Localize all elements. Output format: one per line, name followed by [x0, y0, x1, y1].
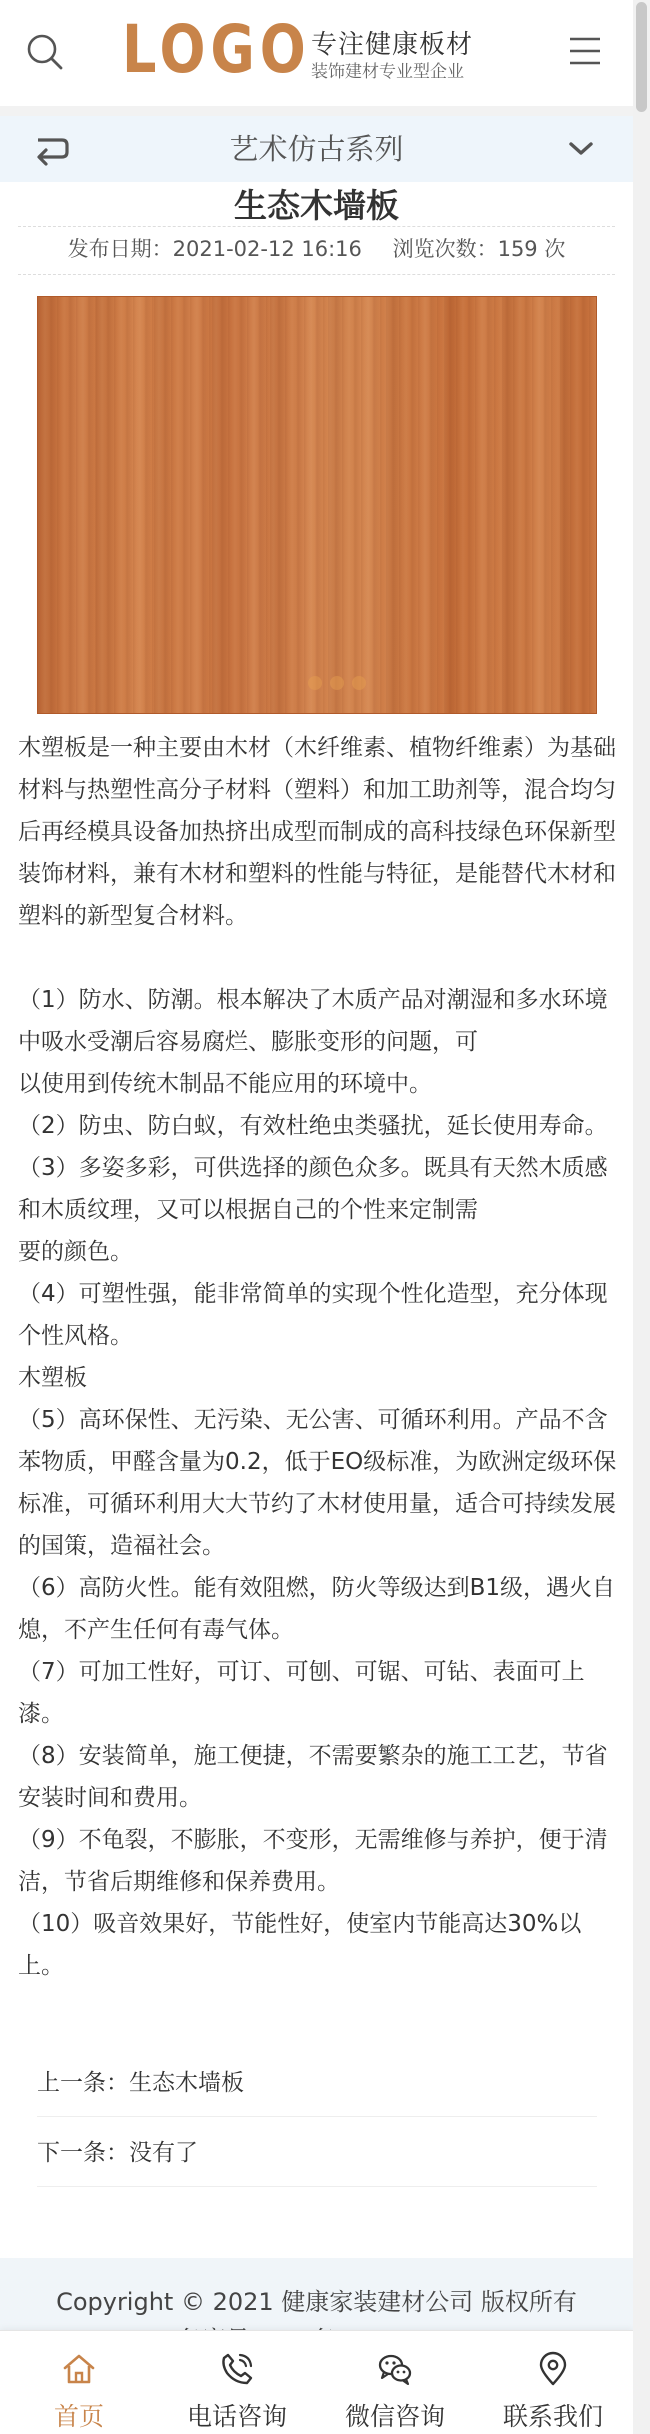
article-paragraph: 要的颜色。: [18, 1239, 133, 1265]
next-article-link[interactable]: 下一条：没有了: [37, 2119, 597, 2187]
site-logo[interactable]: [122, 11, 311, 88]
back-arrow-icon[interactable]: [34, 132, 70, 166]
watermark: [308, 675, 398, 695]
scrollbar-thumb[interactable]: [636, 2, 647, 112]
tab-label: 电话咨询: [186, 2402, 287, 2431]
slogan-main: 专注健康板材: [311, 30, 474, 60]
article-paragraph: （3）多姿多彩，可供选择的颜色众多。既具有天然木质感和木质纹理，又可以根据自己的个性来定制需: [18, 1155, 608, 1223]
article-paragraph: （4）可塑性强，能非常简单的实现个性化造型，充分体现个性风格。: [18, 1281, 608, 1349]
tab-label: 微信咨询: [344, 2402, 445, 2431]
article-paragraph: 木塑板是一种主要由木材（木纤维素、植物纤维素）为基础材料与热塑性高分子材料（塑料）和加工助剂等，混合均匀后再经模具设备加热挤出成型而制成的高科技绿色环保新型装饰材料，兼有木材和塑料的性能与特征，是能替代木材和塑料的新型复合材料。: [18, 735, 616, 929]
chevron-down-icon[interactable]: [568, 138, 594, 160]
scrollbar[interactable]: [633, 0, 650, 2434]
article-content: [18, 727, 618, 1987]
view-count: 浏览次数：159 次: [392, 237, 566, 261]
article-paragraph: 以使用到传统木制品不能应用的环境中。: [18, 1071, 432, 1097]
category-bar: [0, 116, 633, 182]
article-paragraph: （6）高防火性。能有效阻燃，防火等级达到B1级，遇火自熄，不产生任何有毒气体。: [18, 1575, 616, 1643]
tab-wechat[interactable]: [316, 2331, 474, 2434]
copyright-text: Copyright © 2021 健康家装建材公司 版权所有: [56, 2288, 577, 2316]
category-title[interactable]: 艺术仿古系列: [229, 132, 404, 166]
tab-contact[interactable]: [474, 2331, 632, 2434]
wechat-icon: [377, 2351, 413, 2387]
prev-article-link[interactable]: 上一条：生态木墙板: [37, 2049, 597, 2117]
logo-text: LOGO: [122, 11, 311, 88]
article-paragraph: （10）吸音效果好，节能性好，使室内节能高达30%以上。: [18, 1911, 582, 1979]
location-icon: [535, 2351, 571, 2387]
product-image: [37, 296, 597, 714]
site-footer: [0, 2258, 633, 2340]
search-icon[interactable]: [25, 32, 65, 72]
divider: [18, 226, 615, 227]
header-divider: [0, 106, 633, 116]
article-paragraph: （5）高环保性、无污染、无公害、可循环利用。产品不含苯物质，甲醛含量为0.2，低于EO级标准，为欧洲定级环保标准，可循环利用大大节约了木材使用量，适合可持续发展的国策，造福社会。: [18, 1407, 617, 1559]
publish-date: 发布日期：2021-02-12 16:16: [67, 237, 362, 261]
article-meta: [0, 233, 633, 265]
bottom-tabbar: [0, 2330, 633, 2434]
article-paragraph: （8）安装简单，施工便捷，不需要繁杂的施工工艺，节省安装时间和费用。: [18, 1743, 608, 1811]
paragraph-spacer: [18, 937, 618, 979]
article-paragraph: （2）防虫、防白蚁，有效杜绝虫类骚扰，延长使用寿命。: [18, 1113, 608, 1139]
tab-label: 联系我们: [502, 2402, 603, 2431]
article-paragraph: 木塑板: [18, 1365, 87, 1391]
divider: [18, 274, 615, 275]
article-paragraph: （1）防水、防潮。根本解决了木质产品对潮湿和多水环境中吸水受潮后容易腐烂、膨胀变形的问题，可: [18, 987, 608, 1055]
site-header: [0, 0, 633, 106]
article-paragraph: （7）可加工性好，可订、可刨、可锯、可钻、表面可上漆。: [18, 1659, 585, 1727]
phone-icon: [219, 2351, 255, 2387]
tab-home[interactable]: [0, 2331, 158, 2434]
tab-label: 首页: [53, 2402, 104, 2431]
article-paragraph: （9）不龟裂，不膨胀，不变形，无需维修与养护，便于清洁，节省后期维修和保养费用。: [18, 1827, 608, 1895]
tab-phone[interactable]: [158, 2331, 316, 2434]
article-title: 生态木墙板: [234, 186, 399, 225]
menu-icon[interactable]: [568, 34, 602, 68]
slogan-sub: 装饰建材专业型企业: [311, 62, 464, 82]
wood-texture: [38, 297, 596, 713]
home-icon: [61, 2351, 97, 2387]
